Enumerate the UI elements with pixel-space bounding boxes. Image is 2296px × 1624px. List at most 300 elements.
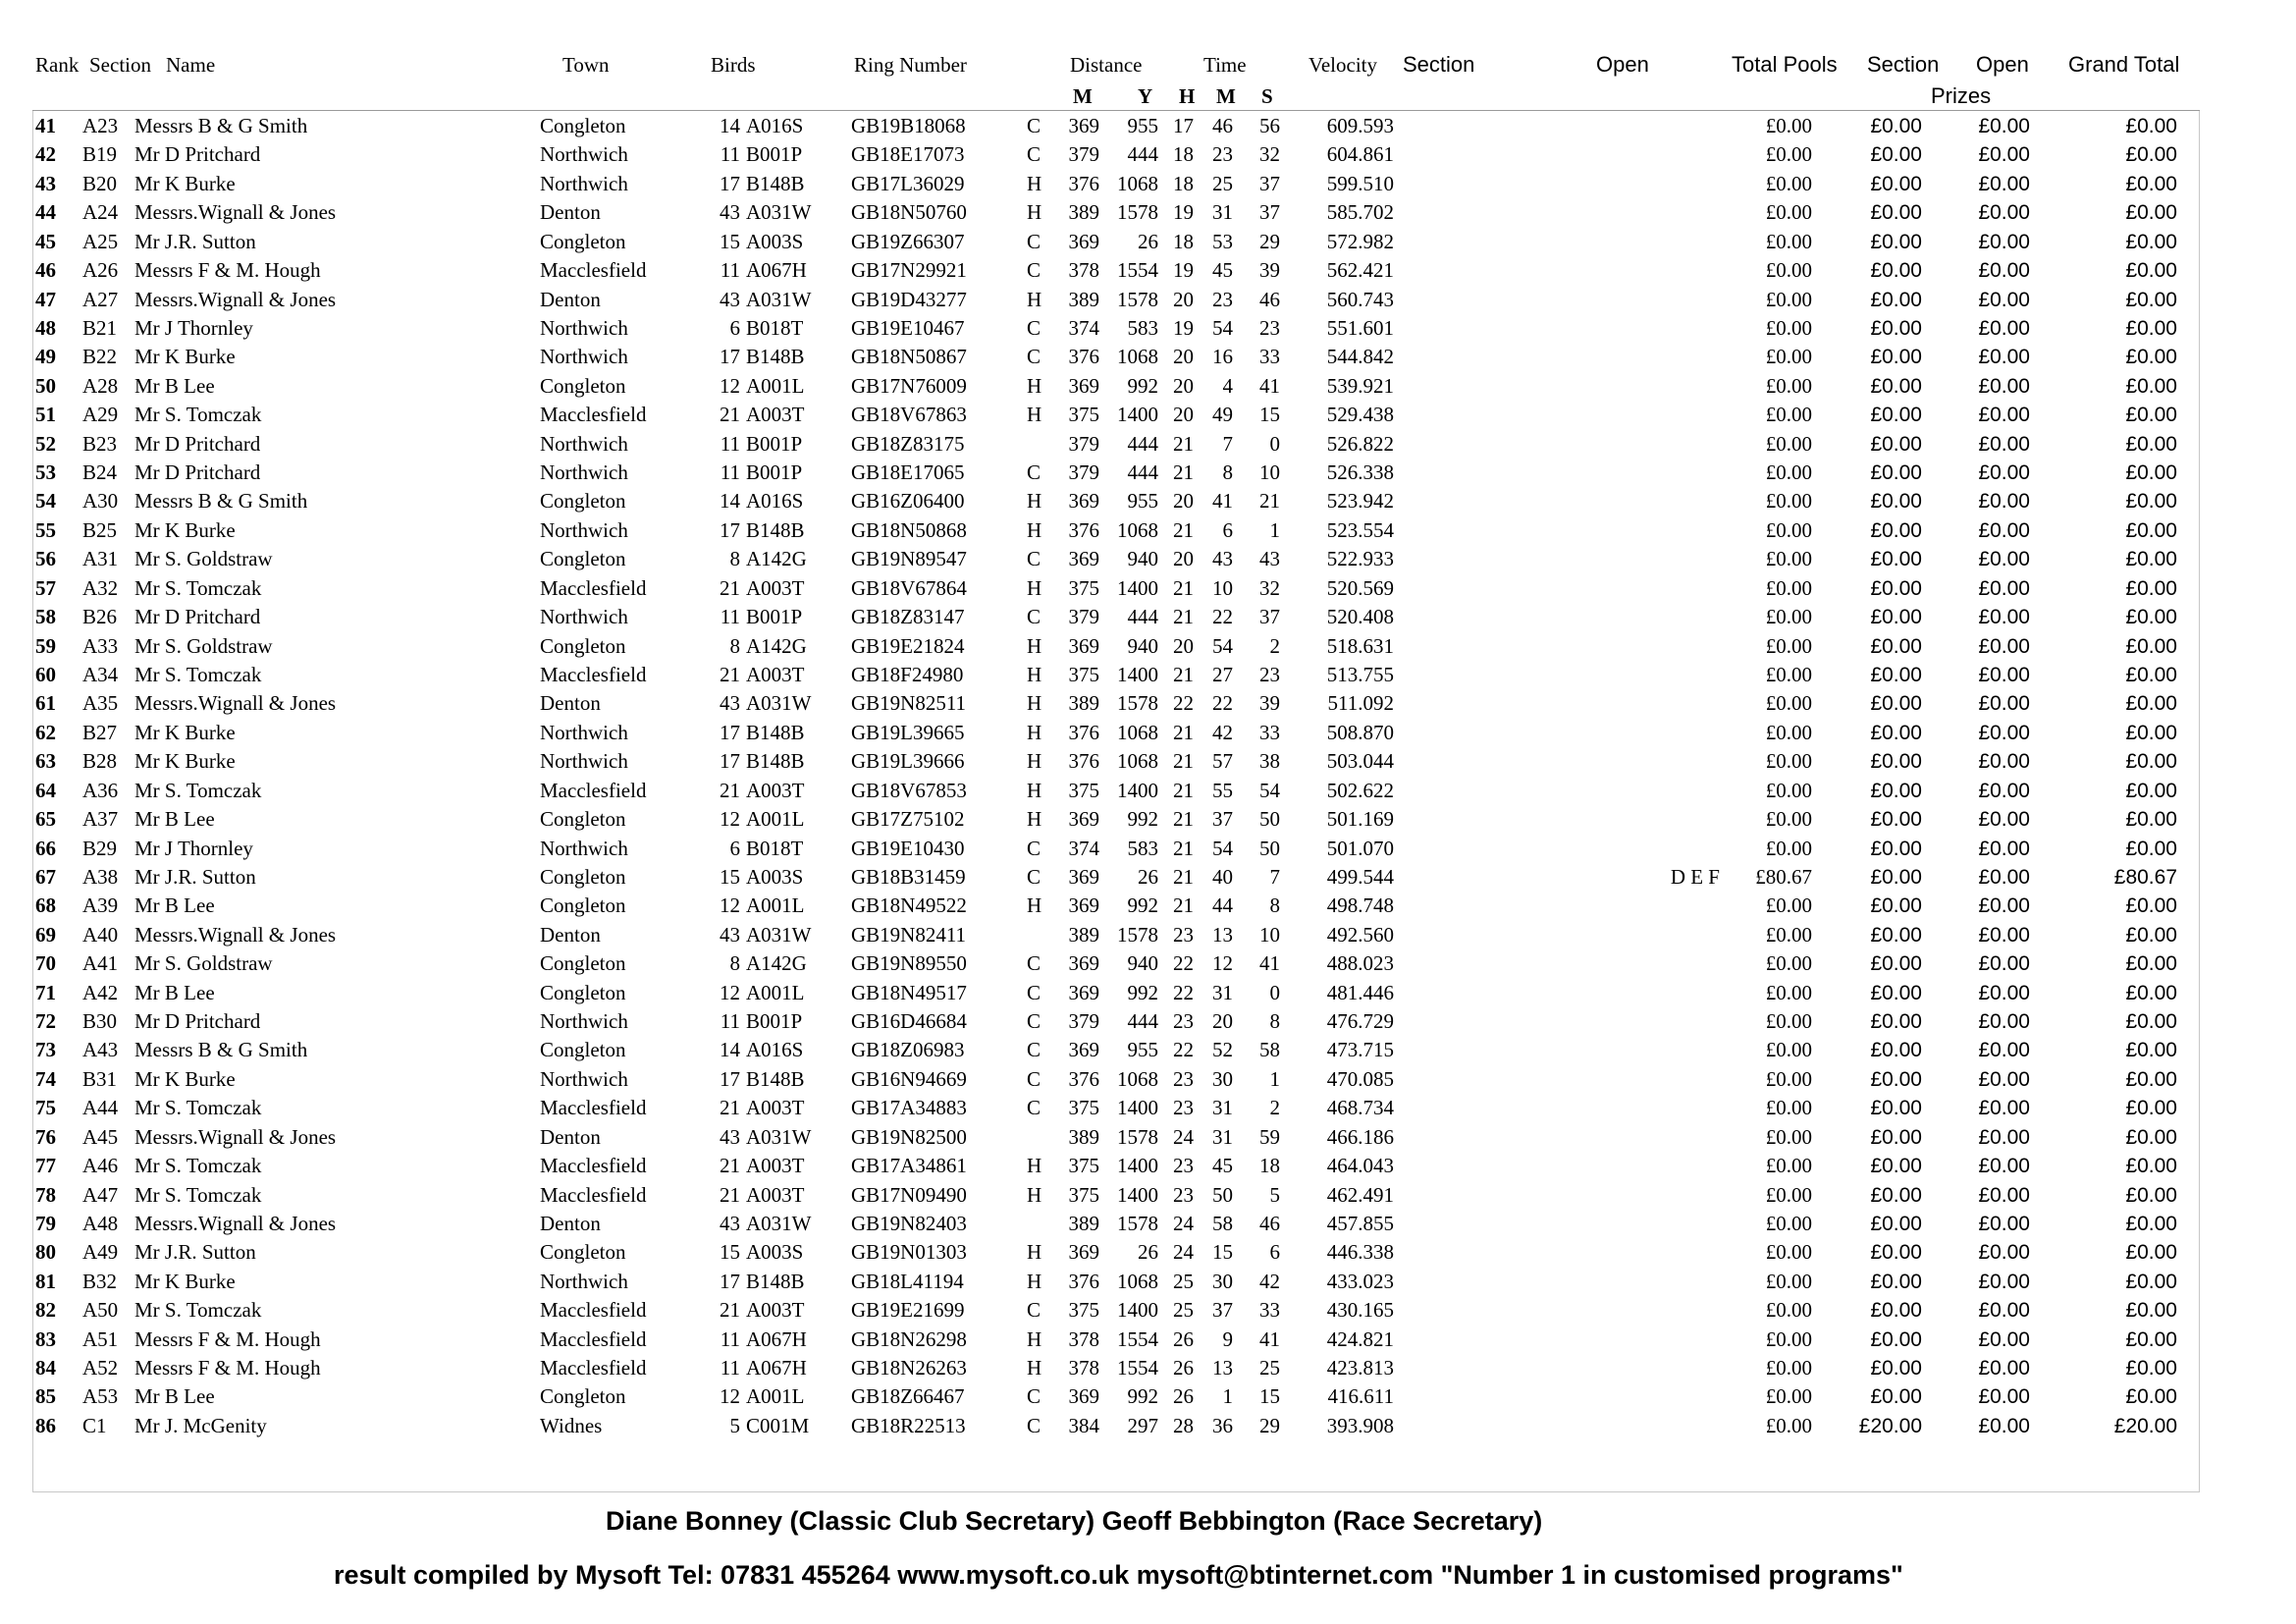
cell-minutes: 44 <box>1212 893 1233 918</box>
cell-prize-open: £0.00 <box>1978 172 2030 195</box>
cell-flag: H <box>1027 1182 1042 1207</box>
cell-prize-section: £0.00 <box>1870 808 1922 832</box>
cell-velocity: 599.510 <box>1326 171 1394 195</box>
cell-town: Congleton <box>540 547 626 571</box>
cell-ring-number: GB18L41194 <box>851 1269 964 1293</box>
cell-ring-code: B148B <box>746 749 805 774</box>
cell-name: Messrs F & M. Hough <box>134 258 321 283</box>
cell-town: Northwich <box>540 315 628 340</box>
cell-yards: 1578 <box>1117 691 1158 716</box>
cell-hours: 26 <box>1173 1356 1194 1380</box>
cell-prize-open: £0.00 <box>1978 404 2030 427</box>
cell-section: A40 <box>82 922 119 947</box>
table-row <box>0 459 2296 488</box>
cell-ring-code: A067H <box>746 1326 807 1351</box>
cell-minutes: 53 <box>1212 229 1233 253</box>
cell-prize-section: £0.00 <box>1870 404 1922 427</box>
cell-ring-code: A001L <box>746 1384 805 1409</box>
cell-birds: 43 <box>720 1211 740 1235</box>
cell-minutes: 23 <box>1212 287 1233 311</box>
cell-grand-total: £0.00 <box>2125 894 2177 918</box>
cell-yards: 955 <box>1127 489 1158 514</box>
cell-prize-section: £0.00 <box>1870 576 1922 600</box>
cell-ring-number: GB16D46684 <box>851 1009 967 1034</box>
cell-section: A31 <box>82 547 119 571</box>
cell-town: Northwich <box>540 171 628 195</box>
cell-ring-code: C001M <box>746 1413 810 1437</box>
header-section-pool: Section <box>1403 52 1475 77</box>
cell-seconds: 41 <box>1259 951 1280 976</box>
cell-prize-open: £0.00 <box>1978 461 2030 485</box>
header-distance: Distance <box>1070 53 1143 77</box>
cell-town: Denton <box>540 287 601 311</box>
cell-ring-code: A003T <box>746 403 805 427</box>
cell-flag: H <box>1027 893 1042 918</box>
cell-total-pools: £0.00 <box>1765 403 1812 427</box>
cell-rank: 47 <box>35 287 56 311</box>
cell-seconds: 43 <box>1259 547 1280 571</box>
cell-section: B21 <box>82 315 118 340</box>
table-row <box>0 372 2296 402</box>
cell-birds: 15 <box>720 1240 740 1265</box>
cell-prize-open: £0.00 <box>1978 1183 2030 1207</box>
cell-town: Congleton <box>540 1384 626 1409</box>
cell-minutes: 50 <box>1212 1182 1233 1207</box>
table-row <box>0 343 2296 372</box>
cell-total-pools: £0.00 <box>1765 893 1812 918</box>
cell-grand-total: £0.00 <box>2125 432 2177 456</box>
cell-grand-total: £0.00 <box>2125 201 2177 225</box>
cell-ring-code: A001L <box>746 893 805 918</box>
cell-name: Mr S. Goldstraw <box>134 547 273 571</box>
cell-town: Northwich <box>540 460 628 485</box>
cell-total-pools: £0.00 <box>1765 1326 1812 1351</box>
cell-grand-total: £0.00 <box>2125 634 2177 658</box>
cell-ring-number: GB18V67863 <box>851 403 967 427</box>
cell-birds: 12 <box>720 1384 740 1409</box>
cell-name: Mr K Burke <box>134 517 236 542</box>
cell-flag: C <box>1027 460 1041 485</box>
cell-hours: 21 <box>1173 431 1194 456</box>
cell-minutes: 45 <box>1212 258 1233 283</box>
cell-prize-open: £0.00 <box>1978 952 2030 976</box>
header-name: Name <box>166 53 216 77</box>
cell-rank: 64 <box>35 778 56 802</box>
cell-total-pools: £0.00 <box>1765 1038 1812 1062</box>
cell-miles: 374 <box>1068 836 1099 860</box>
cell-flag: H <box>1027 691 1042 716</box>
table-row <box>0 430 2296 460</box>
cell-prize-open: £0.00 <box>1978 663 2030 686</box>
cell-prize-open: £0.00 <box>1978 606 2030 629</box>
cell-minutes: 37 <box>1212 807 1233 832</box>
cell-prize-section: £0.00 <box>1870 952 1922 976</box>
cell-ring-number: GB18N50867 <box>851 345 967 369</box>
cell-minutes: 31 <box>1212 1096 1233 1120</box>
cell-prize-section: £0.00 <box>1870 606 1922 629</box>
cell-velocity: 476.729 <box>1326 1009 1394 1034</box>
cell-town: Northwich <box>540 431 628 456</box>
cell-miles: 375 <box>1068 1182 1099 1207</box>
cell-rank: 53 <box>35 460 56 485</box>
cell-miles: 374 <box>1068 315 1099 340</box>
cell-hours: 23 <box>1173 1009 1194 1034</box>
cell-grand-total: £0.00 <box>2125 143 2177 167</box>
cell-ring-number: GB19L39666 <box>851 749 965 774</box>
cell-total-pools: £0.00 <box>1765 1124 1812 1149</box>
cell-minutes: 31 <box>1212 980 1233 1004</box>
cell-yards: 26 <box>1138 1240 1158 1265</box>
cell-birds: 21 <box>720 1096 740 1120</box>
cell-prize-section: £0.00 <box>1870 894 1922 918</box>
cell-velocity: 511.092 <box>1327 691 1394 716</box>
header-rank: Rank <box>35 53 80 77</box>
cell-miles: 389 <box>1068 691 1099 716</box>
cell-name: Mr S. Tomczak <box>134 1154 262 1178</box>
subheader-seconds: S <box>1261 84 1273 108</box>
cell-total-pools: £0.00 <box>1765 662 1812 686</box>
cell-velocity: 520.408 <box>1326 605 1394 629</box>
cell-yards: 1400 <box>1117 778 1158 802</box>
cell-miles: 376 <box>1068 1066 1099 1091</box>
header-ring-number: Ring Number <box>854 53 967 77</box>
cell-minutes: 43 <box>1212 547 1233 571</box>
cell-prize-open: £0.00 <box>1978 518 2030 542</box>
cell-minutes: 13 <box>1212 1356 1233 1380</box>
cell-hours: 23 <box>1173 1066 1194 1091</box>
cell-rank: 81 <box>35 1269 56 1293</box>
cell-rank: 62 <box>35 720 56 744</box>
cell-grand-total: £0.00 <box>2125 606 2177 629</box>
cell-yards: 1578 <box>1117 1124 1158 1149</box>
cell-town: Denton <box>540 200 601 225</box>
cell-birds: 17 <box>720 171 740 195</box>
cell-ring-number: GB17Z75102 <box>851 807 965 832</box>
cell-miles: 375 <box>1068 1154 1099 1178</box>
cell-section: B19 <box>82 142 118 167</box>
cell-rank: 61 <box>35 691 56 716</box>
cell-prize-section: £0.00 <box>1870 1039 1922 1062</box>
cell-seconds: 54 <box>1259 778 1280 802</box>
cell-minutes: 9 <box>1222 1326 1233 1351</box>
cell-prize-section: £0.00 <box>1870 1327 1922 1351</box>
cell-hours: 19 <box>1173 258 1194 283</box>
cell-flag: C <box>1027 951 1041 976</box>
cell-name: Messrs B & G Smith <box>134 1038 308 1062</box>
cell-prize-section: £0.00 <box>1870 230 1922 253</box>
cell-ring-code: B148B <box>746 720 805 744</box>
cell-ring-number: GB17A34861 <box>851 1154 967 1178</box>
cell-ring-code: B018T <box>746 836 804 860</box>
cell-rank: 56 <box>35 547 56 571</box>
cell-hours: 24 <box>1173 1240 1194 1265</box>
cell-rank: 75 <box>35 1096 56 1120</box>
cell-velocity: 499.544 <box>1326 864 1394 889</box>
cell-birds: 11 <box>720 431 740 456</box>
cell-yards: 940 <box>1127 951 1158 976</box>
cell-ring-code: A016S <box>746 1038 804 1062</box>
cell-seconds: 39 <box>1259 258 1280 283</box>
cell-rank: 66 <box>35 836 56 860</box>
cell-seconds: 8 <box>1269 1009 1280 1034</box>
cell-total-pools: £0.00 <box>1765 1154 1812 1178</box>
cell-section: A36 <box>82 778 119 802</box>
cell-seconds: 18 <box>1259 1154 1280 1178</box>
cell-yards: 583 <box>1127 836 1158 860</box>
cell-velocity: 523.942 <box>1326 489 1394 514</box>
cell-hours: 19 <box>1173 200 1194 225</box>
cell-flag: C <box>1027 142 1041 167</box>
cell-prize-open: £0.00 <box>1978 1270 2030 1293</box>
cell-rank: 44 <box>35 200 56 225</box>
cell-minutes: 40 <box>1212 864 1233 889</box>
cell-prize-open: £0.00 <box>1978 837 2030 860</box>
cell-miles: 379 <box>1068 431 1099 456</box>
cell-rank: 46 <box>35 258 56 283</box>
cell-ring-code: B001P <box>746 431 803 456</box>
cell-flag: H <box>1027 575 1042 600</box>
cell-town: Congleton <box>540 951 626 976</box>
cell-prize-section: £0.00 <box>1870 1183 1922 1207</box>
cell-minutes: 36 <box>1212 1413 1233 1437</box>
cell-hours: 20 <box>1173 489 1194 514</box>
cell-velocity: 503.044 <box>1326 749 1394 774</box>
cell-birds: 11 <box>720 1326 740 1351</box>
cell-prize-open: £0.00 <box>1978 808 2030 832</box>
cell-prize-open: £0.00 <box>1978 1212 2030 1235</box>
cell-total-pools: £0.00 <box>1765 1009 1812 1034</box>
cell-ring-number: GB16N94669 <box>851 1066 967 1091</box>
cell-birds: 5 <box>729 1413 740 1437</box>
cell-yards: 1400 <box>1117 403 1158 427</box>
cell-total-pools: £0.00 <box>1765 1211 1812 1235</box>
cell-velocity: 544.842 <box>1326 345 1394 369</box>
cell-ring-code: A031W <box>746 922 812 947</box>
cell-name: Mr K Burke <box>134 345 236 369</box>
cell-minutes: 49 <box>1212 403 1233 427</box>
cell-miles: 375 <box>1068 1096 1099 1120</box>
cell-rank: 55 <box>35 517 56 542</box>
cell-prize-section: £0.00 <box>1870 981 1922 1004</box>
cell-ring-code: A003S <box>746 229 804 253</box>
cell-flag: C <box>1027 836 1041 860</box>
cell-prize-open: £0.00 <box>1978 779 2030 802</box>
cell-section: B29 <box>82 836 118 860</box>
cell-section: A35 <box>82 691 119 716</box>
cell-grand-total: £0.00 <box>2125 721 2177 744</box>
cell-miles: 369 <box>1068 1240 1099 1265</box>
cell-hours: 24 <box>1173 1211 1194 1235</box>
cell-flag: H <box>1027 749 1042 774</box>
cell-velocity: 501.169 <box>1326 807 1394 832</box>
cell-minutes: 23 <box>1212 142 1233 167</box>
cell-total-pools: £0.00 <box>1765 489 1812 514</box>
cell-seconds: 15 <box>1259 403 1280 427</box>
cell-minutes: 54 <box>1212 633 1233 658</box>
cell-yards: 444 <box>1127 431 1158 456</box>
cell-miles: 369 <box>1068 951 1099 976</box>
cell-miles: 369 <box>1068 489 1099 514</box>
cell-prize-section: £0.00 <box>1870 316 1922 340</box>
cell-section: A25 <box>82 229 119 253</box>
table-row <box>0 603 2296 632</box>
cell-hours: 23 <box>1173 1182 1194 1207</box>
table-row <box>0 140 2296 170</box>
cell-hours: 18 <box>1173 171 1194 195</box>
cell-name: Mr J.R. Sutton <box>134 1240 256 1265</box>
cell-birds: 43 <box>720 200 740 225</box>
cell-birds: 17 <box>720 749 740 774</box>
cell-birds: 21 <box>720 1182 740 1207</box>
cell-rank: 54 <box>35 489 56 514</box>
cell-flag: C <box>1027 315 1041 340</box>
cell-town: Congleton <box>540 633 626 658</box>
cell-rank: 69 <box>35 922 56 947</box>
cell-yards: 1400 <box>1117 575 1158 600</box>
cell-ring-code: B148B <box>746 517 805 542</box>
cell-prize-open: £0.00 <box>1978 1067 2030 1091</box>
table-row <box>0 892 2296 921</box>
cell-section: B22 <box>82 345 118 369</box>
cell-total-pools: £0.00 <box>1765 749 1812 774</box>
cell-rank: 60 <box>35 662 56 686</box>
cell-minutes: 20 <box>1212 1009 1233 1034</box>
cell-prize-section: £0.00 <box>1870 692 1922 716</box>
cell-hours: 21 <box>1173 517 1194 542</box>
cell-total-pools: £0.00 <box>1765 1298 1812 1323</box>
cell-town: Northwich <box>540 1269 628 1293</box>
cell-ring-number: GB19Z66307 <box>851 229 965 253</box>
table-row <box>0 1094 2296 1123</box>
cell-miles: 369 <box>1068 807 1099 832</box>
cell-name: Mr S. Tomczak <box>134 575 262 600</box>
table-row <box>0 1268 2296 1297</box>
cell-velocity: 585.702 <box>1326 200 1394 225</box>
cell-hours: 21 <box>1173 864 1194 889</box>
cell-rank: 51 <box>35 403 56 427</box>
cell-yards: 1554 <box>1117 258 1158 283</box>
cell-birds: 17 <box>720 1269 740 1293</box>
cell-seconds: 46 <box>1259 287 1280 311</box>
table-row <box>0 1181 2296 1211</box>
cell-velocity: 481.446 <box>1326 980 1394 1004</box>
cell-grand-total: £0.00 <box>2125 172 2177 195</box>
cell-minutes: 31 <box>1212 200 1233 225</box>
cell-grand-total: £0.00 <box>2125 663 2177 686</box>
cell-miles: 376 <box>1068 1269 1099 1293</box>
cell-rank: 50 <box>35 373 56 398</box>
cell-prize-section: £0.00 <box>1870 432 1922 456</box>
cell-minutes: 42 <box>1212 720 1233 744</box>
cell-birds: 8 <box>729 633 740 658</box>
cell-grand-total: £0.00 <box>2125 837 2177 860</box>
cell-rank: 83 <box>35 1326 56 1351</box>
cell-grand-total: £0.00 <box>2125 1010 2177 1034</box>
cell-name: Mr S. Tomczak <box>134 1182 262 1207</box>
table-row <box>0 1210 2296 1239</box>
cell-seconds: 21 <box>1259 489 1280 514</box>
cell-total-pools: £0.00 <box>1765 951 1812 976</box>
cell-total-pools: £0.00 <box>1765 200 1812 225</box>
cell-town: Congleton <box>540 489 626 514</box>
cell-hours: 23 <box>1173 1096 1194 1120</box>
cell-rank: 67 <box>35 864 56 889</box>
cell-flag: C <box>1027 864 1041 889</box>
cell-flag: H <box>1027 1240 1042 1265</box>
cell-prize-open: £0.00 <box>1978 1010 2030 1034</box>
cell-name: Mr K Burke <box>134 720 236 744</box>
cell-total-pools: £0.00 <box>1765 1384 1812 1409</box>
cell-grand-total: £0.00 <box>2125 750 2177 774</box>
cell-hours: 19 <box>1173 315 1194 340</box>
cell-total-pools: £0.00 <box>1765 142 1812 167</box>
cell-ring-number: GB18Z06983 <box>851 1038 965 1062</box>
cell-yards: 1068 <box>1117 1269 1158 1293</box>
cell-hours: 26 <box>1173 1384 1194 1409</box>
header-prize-open: Open <box>1976 52 2029 77</box>
cell-birds: 6 <box>729 836 740 860</box>
cell-grand-total: £0.00 <box>2125 490 2177 514</box>
cell-rank: 77 <box>35 1154 56 1178</box>
cell-total-pools: £0.00 <box>1765 720 1812 744</box>
cell-name: Messrs F & M. Hough <box>134 1356 321 1380</box>
cell-grand-total: £0.00 <box>2125 288 2177 311</box>
cell-total-pools: £0.00 <box>1765 345 1812 369</box>
cell-miles: 376 <box>1068 171 1099 195</box>
cell-ring-number: GB17N29921 <box>851 258 967 283</box>
cell-hours: 18 <box>1173 229 1194 253</box>
table-row <box>0 661 2296 690</box>
table-row <box>0 689 2296 719</box>
cell-prize-section: £0.00 <box>1870 518 1922 542</box>
cell-flag: H <box>1027 200 1042 225</box>
cell-miles: 369 <box>1068 1384 1099 1409</box>
cell-ring-code: B018T <box>746 315 804 340</box>
cell-section: A49 <box>82 1240 119 1265</box>
cell-ring-code: A003S <box>746 864 804 889</box>
cell-miles: 378 <box>1068 258 1099 283</box>
cell-name: Mr J Thornley <box>134 315 253 340</box>
cell-hours: 17 <box>1173 114 1194 137</box>
cell-ring-code: B001P <box>746 142 803 167</box>
header-total-pools: Total Pools <box>1732 52 1838 77</box>
cell-prize-section: £0.00 <box>1870 1097 1922 1120</box>
cell-birds: 11 <box>720 1009 740 1034</box>
table-row <box>0 228 2296 257</box>
cell-town: Denton <box>540 1124 601 1149</box>
cell-birds: 14 <box>720 489 740 514</box>
cell-grand-total: £0.00 <box>2125 461 2177 485</box>
cell-section: B24 <box>82 460 118 485</box>
cell-section: A45 <box>82 1124 119 1149</box>
cell-section: B23 <box>82 431 118 456</box>
cell-birds: 12 <box>720 980 740 1004</box>
cell-prize-open: £0.00 <box>1978 1125 2030 1149</box>
table-row <box>0 574 2296 604</box>
cell-hours: 20 <box>1173 287 1194 311</box>
cell-seconds: 25 <box>1259 1356 1280 1380</box>
cell-prize-open: £0.00 <box>1978 981 2030 1004</box>
cell-name: Messrs.Wignall & Jones <box>134 1211 337 1235</box>
cell-seconds: 2 <box>1269 1096 1280 1120</box>
cell-prize-section: £0.00 <box>1870 1125 1922 1149</box>
cell-minutes: 30 <box>1212 1066 1233 1091</box>
cell-prize-section: £0.00 <box>1870 721 1922 744</box>
cell-town: Macclesfield <box>540 1182 647 1207</box>
cell-birds: 15 <box>720 229 740 253</box>
cell-ring-code: B148B <box>746 1066 805 1091</box>
cell-grand-total: £0.00 <box>2125 316 2177 340</box>
